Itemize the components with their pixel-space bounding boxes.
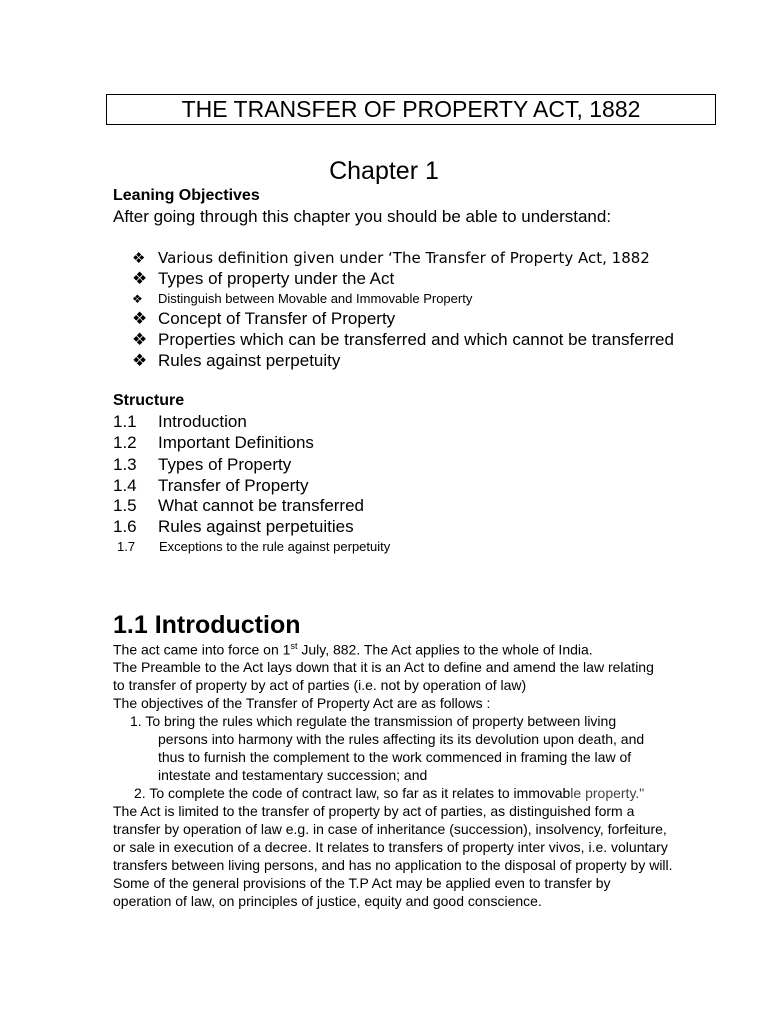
structure-item: 1.5 What cannot be transferred <box>113 496 365 515</box>
structure-item: 1.7 Exceptions to the rule against perpetuity <box>117 539 391 554</box>
structure-item: 1.3 Types of Property <box>113 455 292 474</box>
objective-one-line: thus to furnish the complement to the work commenced in framing the law of <box>158 749 632 765</box>
body-paragraph-line: Some of the general provisions of the T.P Act may be applied even to transfer by <box>113 875 611 891</box>
intro-paragraph-line: The act came into force on 1st July, 882. The Act applies to the whole of India. <box>113 641 593 658</box>
intro-paragraph-line: The objectives of the Transfer of Property Act are as follows : <box>113 695 491 711</box>
diamond-bullet-icon: ❖ <box>132 351 148 370</box>
body-paragraph-line: transfers between living persons, and has no application to the disposal of property by will. <box>113 857 673 873</box>
objective-two-line: 2. To complete the code of contract law, so far as it relates to immovable property." <box>134 785 645 801</box>
intro-paragraph-line: The Preamble to the Act lays down that it is an Act to define and amend the law relating <box>113 659 654 675</box>
body-paragraph-line: transfer by operation of law e.g. in case of inheritance (succession), insolvency, forfeiture, <box>113 821 667 837</box>
body-paragraph-line: The Act is limited to the transfer of property by act of parties, as distinguished form a <box>113 803 635 819</box>
objective-item: ❖ Types of property under the Act <box>132 269 395 288</box>
objective-item: ❖ Properties which can be transferred and which cannot be transferred <box>132 330 674 349</box>
diamond-bullet-icon: ❖ <box>132 269 148 288</box>
learning-objectives-intro: After going through this chapter you should be able to understand: <box>113 207 612 226</box>
objective-one-line: 1. To bring the rules which regulate the transmission of property between living <box>130 713 617 729</box>
chapter-heading: Chapter 1 <box>329 157 439 185</box>
introduction-heading: 1.1 Introduction <box>113 611 301 639</box>
diamond-bullet-icon: ❖ <box>132 330 148 349</box>
diamond-bullet-icon: ❖ <box>132 292 143 306</box>
structure-item: 1.2 Important Definitions <box>113 433 314 452</box>
diamond-bullet-icon: ❖ <box>132 309 148 328</box>
objective-one-line: intestate and testamentary succession; and <box>158 767 428 783</box>
structure-item: 1.1 Introduction <box>113 412 247 431</box>
objective-item: ❖ Rules against perpetuity <box>132 351 341 370</box>
learning-objectives-heading: Leaning Objectives <box>113 187 260 204</box>
objective-one-line: persons into harmony with the rules affecting its its devolution upon death, and <box>158 731 645 747</box>
objective-item: ❖ Various definition given under ‘The Transfer of Property Act, 1882 <box>132 249 650 267</box>
intro-paragraph-line: to transfer of property by act of parties (i.e. not by operation of law) <box>113 677 527 693</box>
objective-item: ❖ Distinguish between Movable and Immovable Property <box>132 291 473 306</box>
structure-heading: Structure <box>113 392 185 409</box>
body-paragraph-line: or sale in execution of a decree. It relates to transfers of property inter vivos, i.e. voluntary <box>113 839 668 855</box>
structure-item: 1.6 Rules against perpetuities <box>113 517 354 536</box>
structure-item: 1.4 Transfer of Property <box>113 476 309 495</box>
document-title: THE TRANSFER OF PROPERTY ACT, 1882 <box>106 94 716 125</box>
body-paragraph-line: operation of law, on principles of justice, equity and good conscience. <box>113 893 542 909</box>
objective-item: ❖ Concept of Transfer of Property <box>132 309 396 328</box>
diamond-bullet-icon: ❖ <box>132 249 146 267</box>
